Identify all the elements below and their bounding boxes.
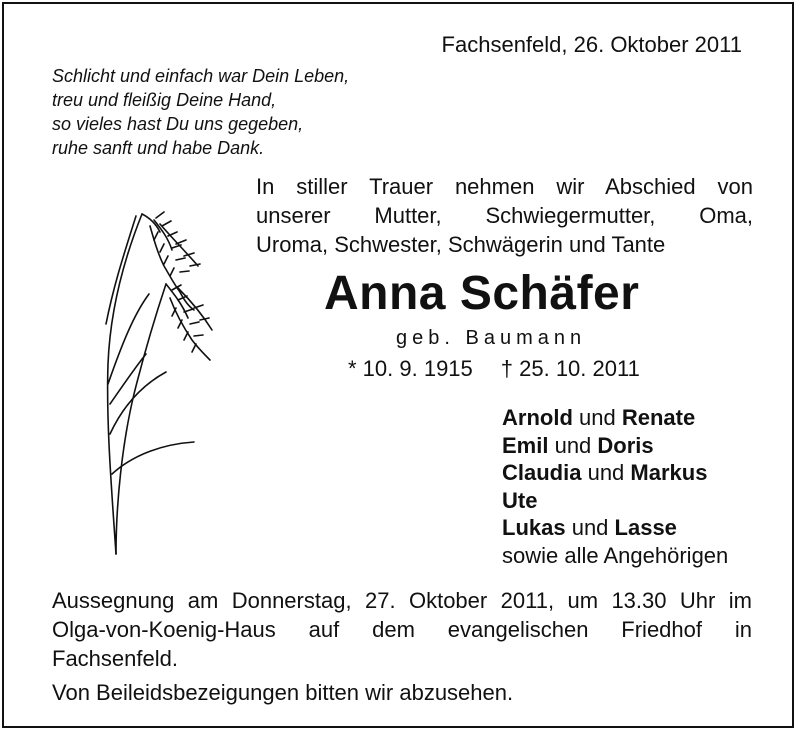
- family-row: Claudia und Markus: [502, 460, 708, 485]
- intro-text: [256, 172, 753, 259]
- birth-name: geb. Baumann: [396, 327, 587, 349]
- family-row: Lukas und Lasse: [502, 515, 677, 540]
- service-line: Olga-von-Koenig-Haus auf dem evangelischen Friedhof in: [52, 617, 752, 642]
- family-row: Emil und Doris: [502, 432, 654, 458]
- service-line: Fachsenfeld.: [52, 646, 178, 671]
- verse: [52, 64, 349, 160]
- verse-line: ruhe sanft und habe Dank.: [52, 138, 265, 158]
- deceased-name: Anna Schäfer: [324, 267, 640, 320]
- birth-date: * 10. 9. 1915: [348, 356, 473, 381]
- family-list: [502, 404, 728, 569]
- family-row: sowie alle Angehörigen: [502, 542, 729, 568]
- wheat-ear-icon: [94, 204, 224, 564]
- service-info: [52, 586, 752, 673]
- obituary-notice: [2, 2, 794, 728]
- closing-note: Von Beileidsbezeigungen bitten wir abzusehen.: [52, 680, 514, 705]
- verse-line: Schlicht und einfach war Dein Leben,: [52, 66, 350, 86]
- intro-line: Uroma, Schwester, Schwägerin und Tante: [256, 232, 666, 257]
- death-date: † 25. 10. 2011: [500, 356, 640, 381]
- service-line: Aussegnung am Donnerstag, 27. Oktober 2011, um 13.30 Uhr im: [52, 588, 752, 613]
- family-row: Ute: [502, 487, 538, 513]
- life-dates: [348, 356, 640, 382]
- family-row: Arnold und Renate: [502, 405, 696, 430]
- verse-line: so vieles hast Du uns gegeben,: [52, 114, 304, 134]
- intro-line: In stiller Trauer nehmen wir Abschied von: [256, 174, 753, 199]
- place-date: Fachsenfeld, 26. Oktober 2011: [441, 32, 742, 57]
- intro-line: unserer Mutter, Schwiegermutter, Oma,: [256, 203, 753, 228]
- verse-line: treu und fleißig Deine Hand,: [52, 90, 277, 110]
